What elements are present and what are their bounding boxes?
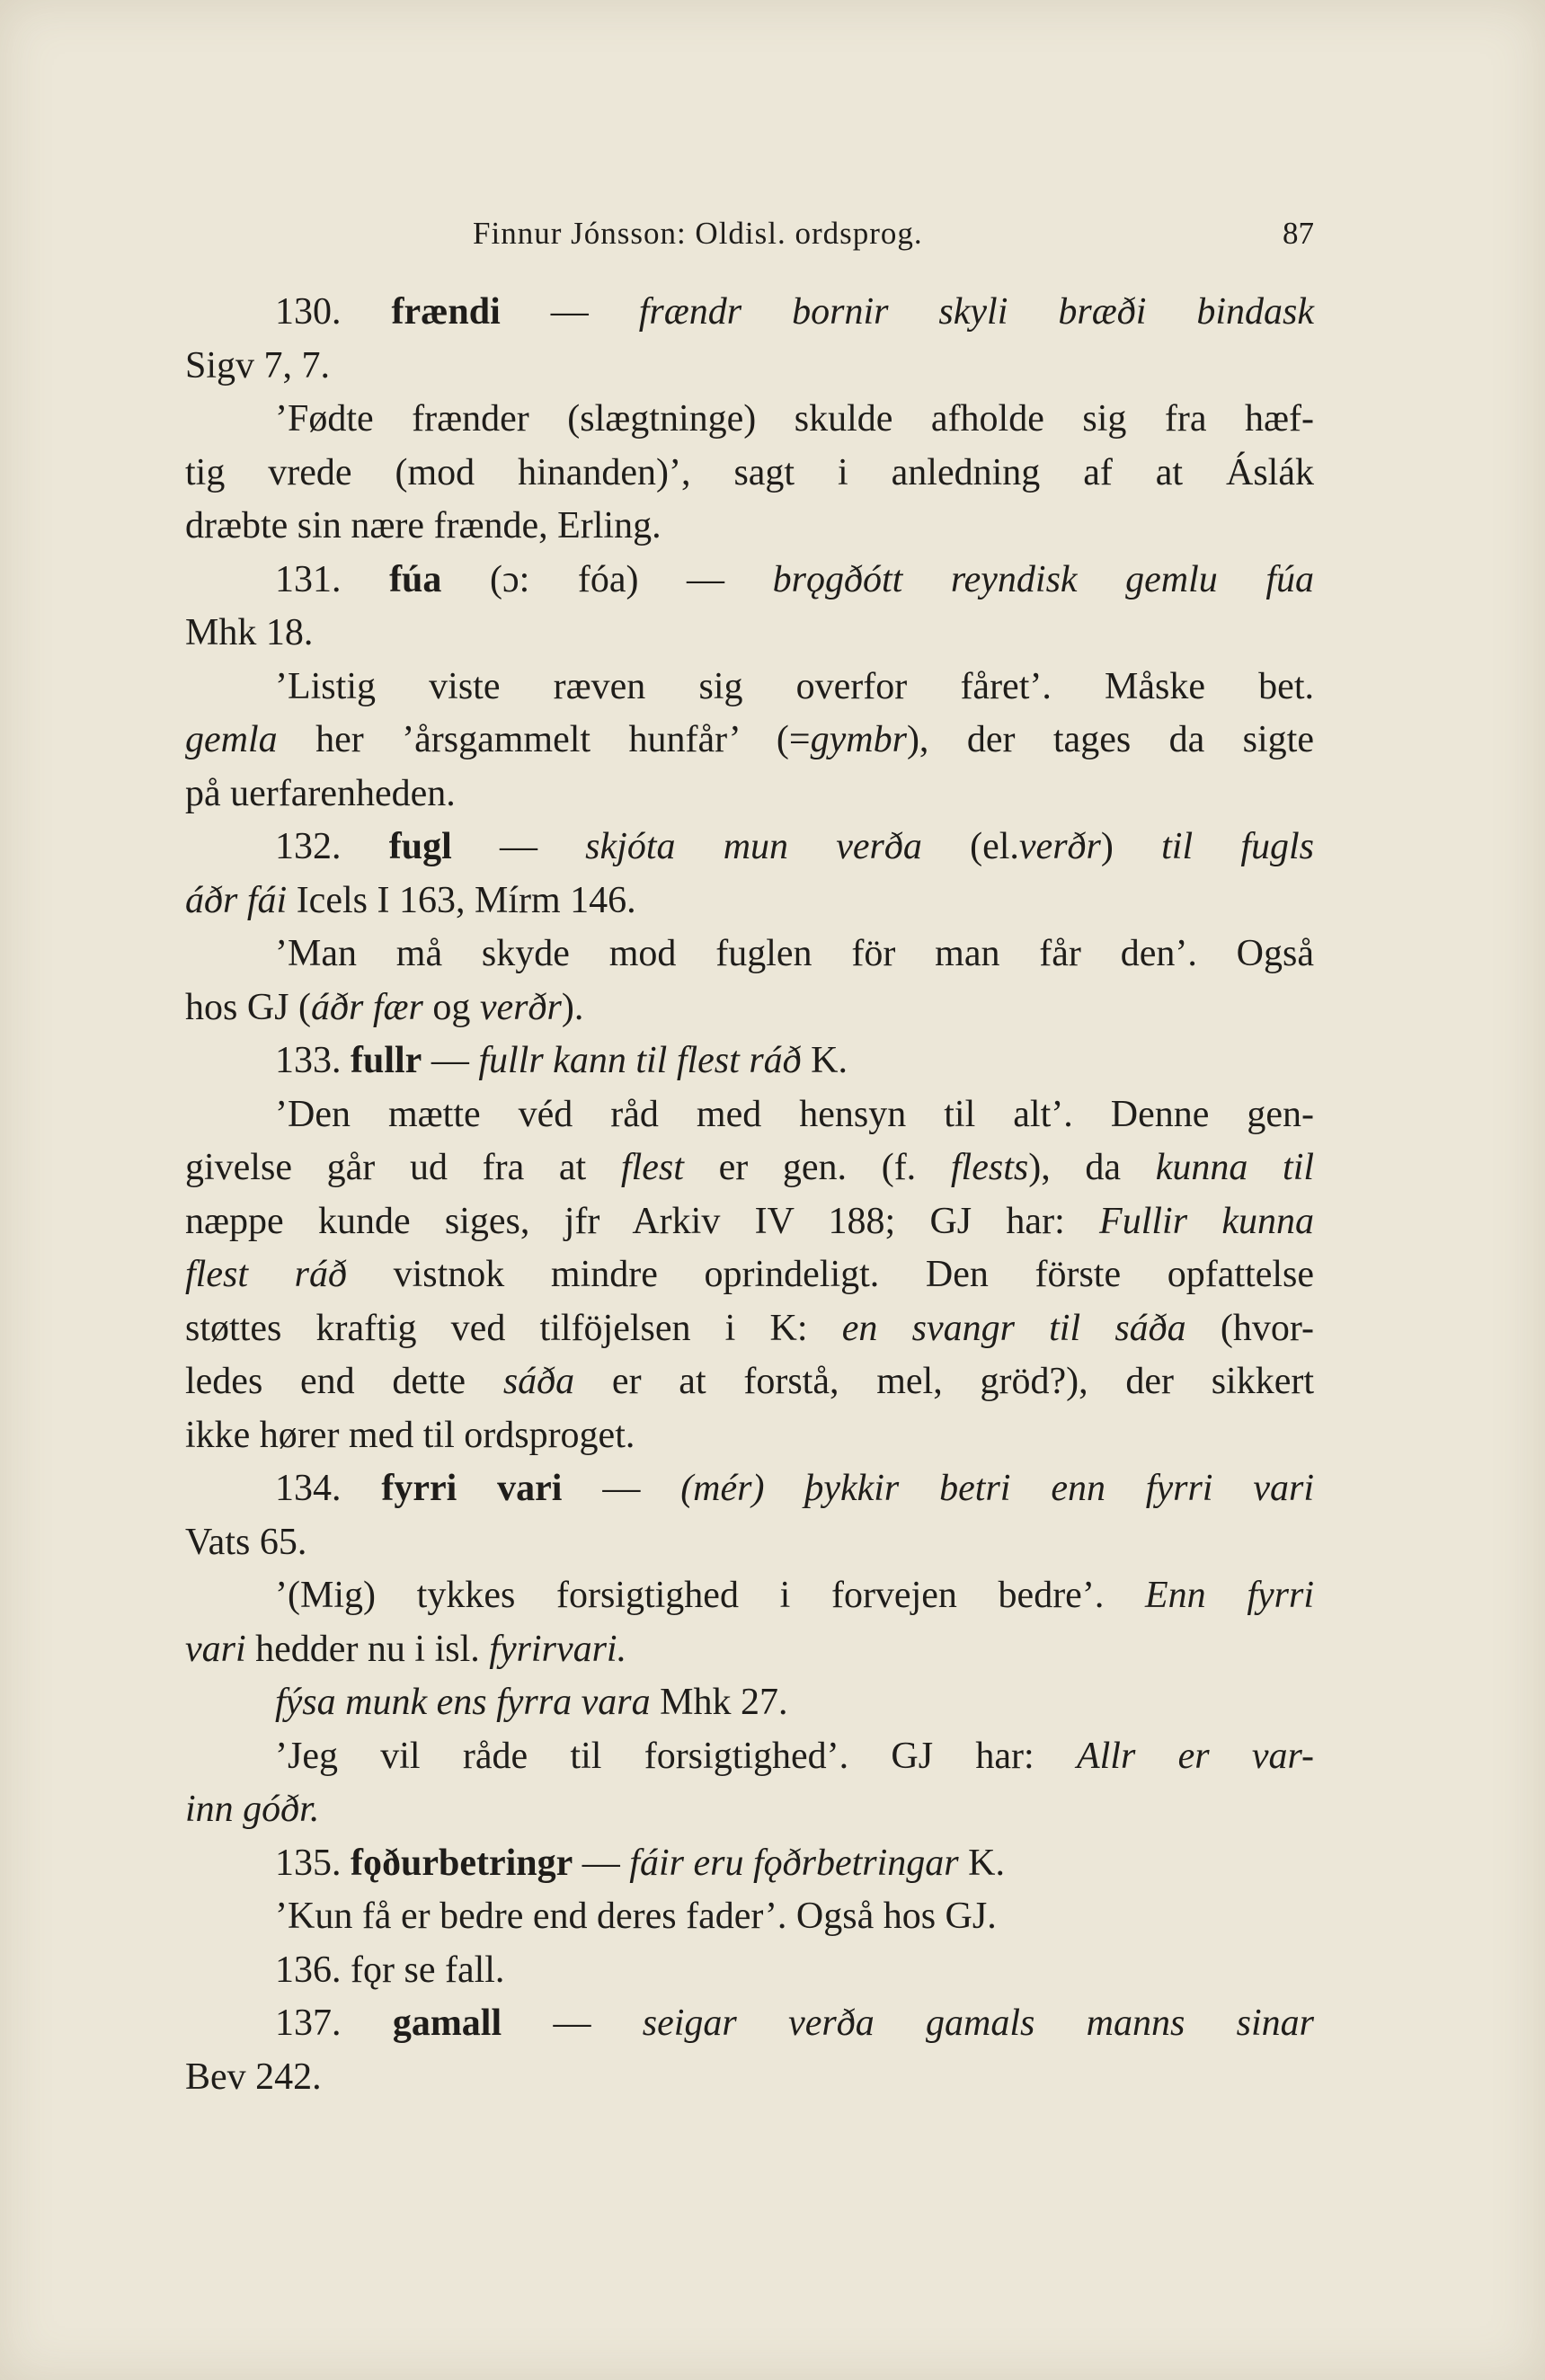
entry-headword: fúa xyxy=(389,558,442,600)
proverb-quote: til fugls xyxy=(1161,826,1315,867)
entry-headword: fyrri vari xyxy=(381,1468,563,1509)
entry-137-source xyxy=(185,2051,1314,2105)
entry-number: 136. xyxy=(275,1949,342,1991)
gloss-text: ’Fødte frænder (slægtninge) skulde afholde sig fra hæf- xyxy=(275,398,1314,440)
entry-137-head xyxy=(185,1997,1314,2051)
gloss-text: ’Man må skyde mod fuglen för man får den’. Også xyxy=(275,933,1314,974)
gloss-italic: en svangr til sáða xyxy=(841,1307,1186,1349)
gloss-text: ), da xyxy=(1028,1147,1122,1188)
running-title: Finnur Jónsson: Oldisl. ordsprog. xyxy=(473,216,923,251)
entry-130-gloss xyxy=(185,500,1314,554)
body-text xyxy=(185,286,1314,2104)
gloss-italic: flest ráð xyxy=(185,1254,347,1295)
gloss-text: er gen. (f. xyxy=(718,1147,917,1188)
entry-133-head xyxy=(185,1035,1314,1088)
gloss-italic: gemla xyxy=(185,719,278,760)
gloss-italic: verðr xyxy=(479,986,562,1028)
entry-number: 133. xyxy=(275,1040,342,1081)
proverb-quote: brǫgðótt reyndisk gemlu fúa xyxy=(772,558,1314,600)
entry-131-gloss xyxy=(185,661,1314,715)
gloss-text: ’Jeg vil råde til forsigtighed’. GJ har: xyxy=(275,1735,1034,1777)
dash: — xyxy=(687,558,725,600)
entry-135-gloss xyxy=(185,1890,1314,1944)
gloss-italic: fyrirvari. xyxy=(489,1628,627,1670)
gloss-text: og xyxy=(432,986,471,1028)
gloss-text: ). xyxy=(561,986,584,1028)
entry-134-gloss xyxy=(185,1730,1314,1784)
source-ref: Mhk 27. xyxy=(660,1682,788,1723)
entry-134-gloss xyxy=(185,1783,1314,1837)
source-ref: K. xyxy=(811,1040,848,1081)
entry-headword: fugl xyxy=(388,826,452,867)
running-header xyxy=(185,216,1314,261)
entry-number: 132. xyxy=(275,826,342,867)
dash: — xyxy=(550,291,589,333)
entry-headword: fullr xyxy=(351,1040,422,1081)
entry-132-head xyxy=(185,821,1314,875)
entry-number: 135. xyxy=(275,1842,342,1884)
entry-headword: gamall xyxy=(392,2003,502,2044)
entry-136-head xyxy=(185,1944,1314,1998)
gloss-italic: kunna til xyxy=(1155,1147,1315,1188)
entry-number: 137. xyxy=(275,2003,342,2044)
dash: — xyxy=(582,1842,620,1884)
entry-135-head xyxy=(185,1837,1314,1891)
gloss-text: er at forstå, mel, gröd?), der sikkert xyxy=(611,1361,1315,1402)
entry-132-gloss xyxy=(185,928,1314,981)
gloss-text: givelse går ud fra at xyxy=(185,1147,587,1188)
source-ref: Sigv 7, 7. xyxy=(185,344,331,386)
source-ref: Mhk 18. xyxy=(185,612,314,653)
entry-133-gloss xyxy=(185,1302,1314,1356)
entry-132-source xyxy=(185,875,1314,928)
entry-133-gloss xyxy=(185,1409,1314,1463)
entry-133-gloss xyxy=(185,1195,1314,1249)
entry-133-gloss xyxy=(185,1248,1314,1302)
source-ref: Bev 242. xyxy=(185,2056,322,2098)
gloss-text: hos GJ ( xyxy=(185,986,312,1028)
gloss-text: næppe kunde siges, jfr Arkiv IV 188; GJ har: xyxy=(185,1200,1065,1242)
entry-133-gloss xyxy=(185,1141,1314,1195)
dash: — xyxy=(553,2003,591,2044)
gloss-italic: sáða xyxy=(502,1361,575,1402)
gloss-text: her ’årsgammelt hunfår’ (= xyxy=(315,719,811,760)
gloss-text: tig vrede (mod hinanden)’, sagt i anledning af at Áslák xyxy=(185,451,1314,493)
entry-130-head xyxy=(185,286,1314,340)
entry-133-gloss xyxy=(185,1355,1314,1409)
entry-number: 131. xyxy=(275,558,342,600)
entry-134-gloss xyxy=(185,1569,1314,1623)
dash: — xyxy=(431,1040,469,1081)
source-ref: Vats 65. xyxy=(185,1521,307,1563)
gloss-text: ’Den mætte véd råd med hensyn til alt’. Denne gen- xyxy=(275,1093,1314,1135)
gloss-italic: flest xyxy=(620,1147,684,1188)
gloss-text: ’Listig viste ræven sig overfor fåret’. Måske bet. xyxy=(275,665,1314,707)
variant-note: (el. xyxy=(970,826,1019,867)
proverb-quote: fýsa munk ens fyrra vara xyxy=(275,1682,651,1723)
entry-133-gloss xyxy=(185,1088,1314,1142)
gloss-italic: Enn fyrri xyxy=(1145,1575,1315,1616)
gloss-text: ledes end dette xyxy=(185,1361,466,1402)
gloss-text: ), der tages da sigte xyxy=(906,719,1314,760)
entry-131-gloss xyxy=(185,714,1314,768)
gloss-text: ’Kun få er bedre end deres fader’. Også hos GJ. xyxy=(275,1896,997,1937)
gloss-text: dræbte sin nære frænde, Erling. xyxy=(185,505,662,546)
gloss-text: hedder nu i isl. xyxy=(255,1628,480,1670)
entry-number: 134. xyxy=(275,1468,342,1509)
variant-note: ) xyxy=(1100,826,1114,867)
proverb-quote: verðr xyxy=(1018,826,1101,867)
source-ref: K. xyxy=(968,1842,1005,1884)
gloss-text: ’(Mig) tykkes forsigtighed i forvejen bedre’. xyxy=(275,1575,1105,1616)
proverb-quote: seigar verða gamals manns sinar xyxy=(642,2003,1315,2044)
gloss-text: på uerfarenheden. xyxy=(185,772,456,814)
entry-134-variant xyxy=(185,1676,1314,1730)
entry-131-source xyxy=(185,607,1314,661)
entry-131-head xyxy=(185,554,1314,608)
gloss-italic: áðr fær xyxy=(311,986,423,1028)
gloss-text: støttes kraftig ved tilföjelsen i K: xyxy=(185,1307,808,1349)
gloss-text: (hvor- xyxy=(1220,1307,1315,1349)
gloss-italic: inn góðr. xyxy=(185,1789,320,1830)
proverb-quote: fáir eru fǫðrbetringar xyxy=(629,1842,959,1884)
gloss-italic: Fullir kunna xyxy=(1099,1200,1314,1242)
gloss-italic: flests xyxy=(950,1147,1029,1188)
gloss-italic: Allr er var- xyxy=(1076,1735,1314,1777)
gloss-italic: vari xyxy=(185,1628,246,1670)
entry-130-source xyxy=(185,340,1314,394)
entry-text: fǫr se fall. xyxy=(351,1949,505,1991)
entry-number: 130. xyxy=(275,291,342,333)
entry-130-gloss xyxy=(185,393,1314,447)
gloss-text: ikke hører med til ordsproget. xyxy=(185,1414,635,1456)
entry-134-source xyxy=(185,1516,1314,1570)
variant-form: (ɔ: fóa) xyxy=(489,558,639,600)
entry-134-gloss xyxy=(185,1623,1314,1677)
gloss-italic: gymbr xyxy=(810,719,907,760)
source-ref: Icels I 163, Mírm 146. xyxy=(296,879,636,921)
proverb-quote: áðr fái xyxy=(185,879,288,921)
entry-headword: fǫðurbetringr xyxy=(351,1842,573,1884)
entry-132-gloss xyxy=(185,981,1314,1035)
proverb-quote: (mér) þykkir betri enn fyrri vari xyxy=(680,1468,1314,1509)
proverb-quote: frændr bornir skyli bræði bindask xyxy=(638,291,1315,333)
entry-131-gloss xyxy=(185,768,1314,821)
entry-134-head xyxy=(185,1462,1314,1516)
dash: — xyxy=(499,826,537,867)
gloss-text: vistnok mindre oprindeligt. Den förste opfattelse xyxy=(393,1254,1315,1295)
entry-headword: frændi xyxy=(391,291,501,333)
page-number: 87 xyxy=(1283,216,1314,251)
proverb-quote: fullr kann til flest ráð xyxy=(478,1040,802,1081)
entry-130-gloss xyxy=(185,447,1314,501)
dash: — xyxy=(602,1468,641,1509)
proverb-quote: skjóta mun verða xyxy=(585,826,922,867)
